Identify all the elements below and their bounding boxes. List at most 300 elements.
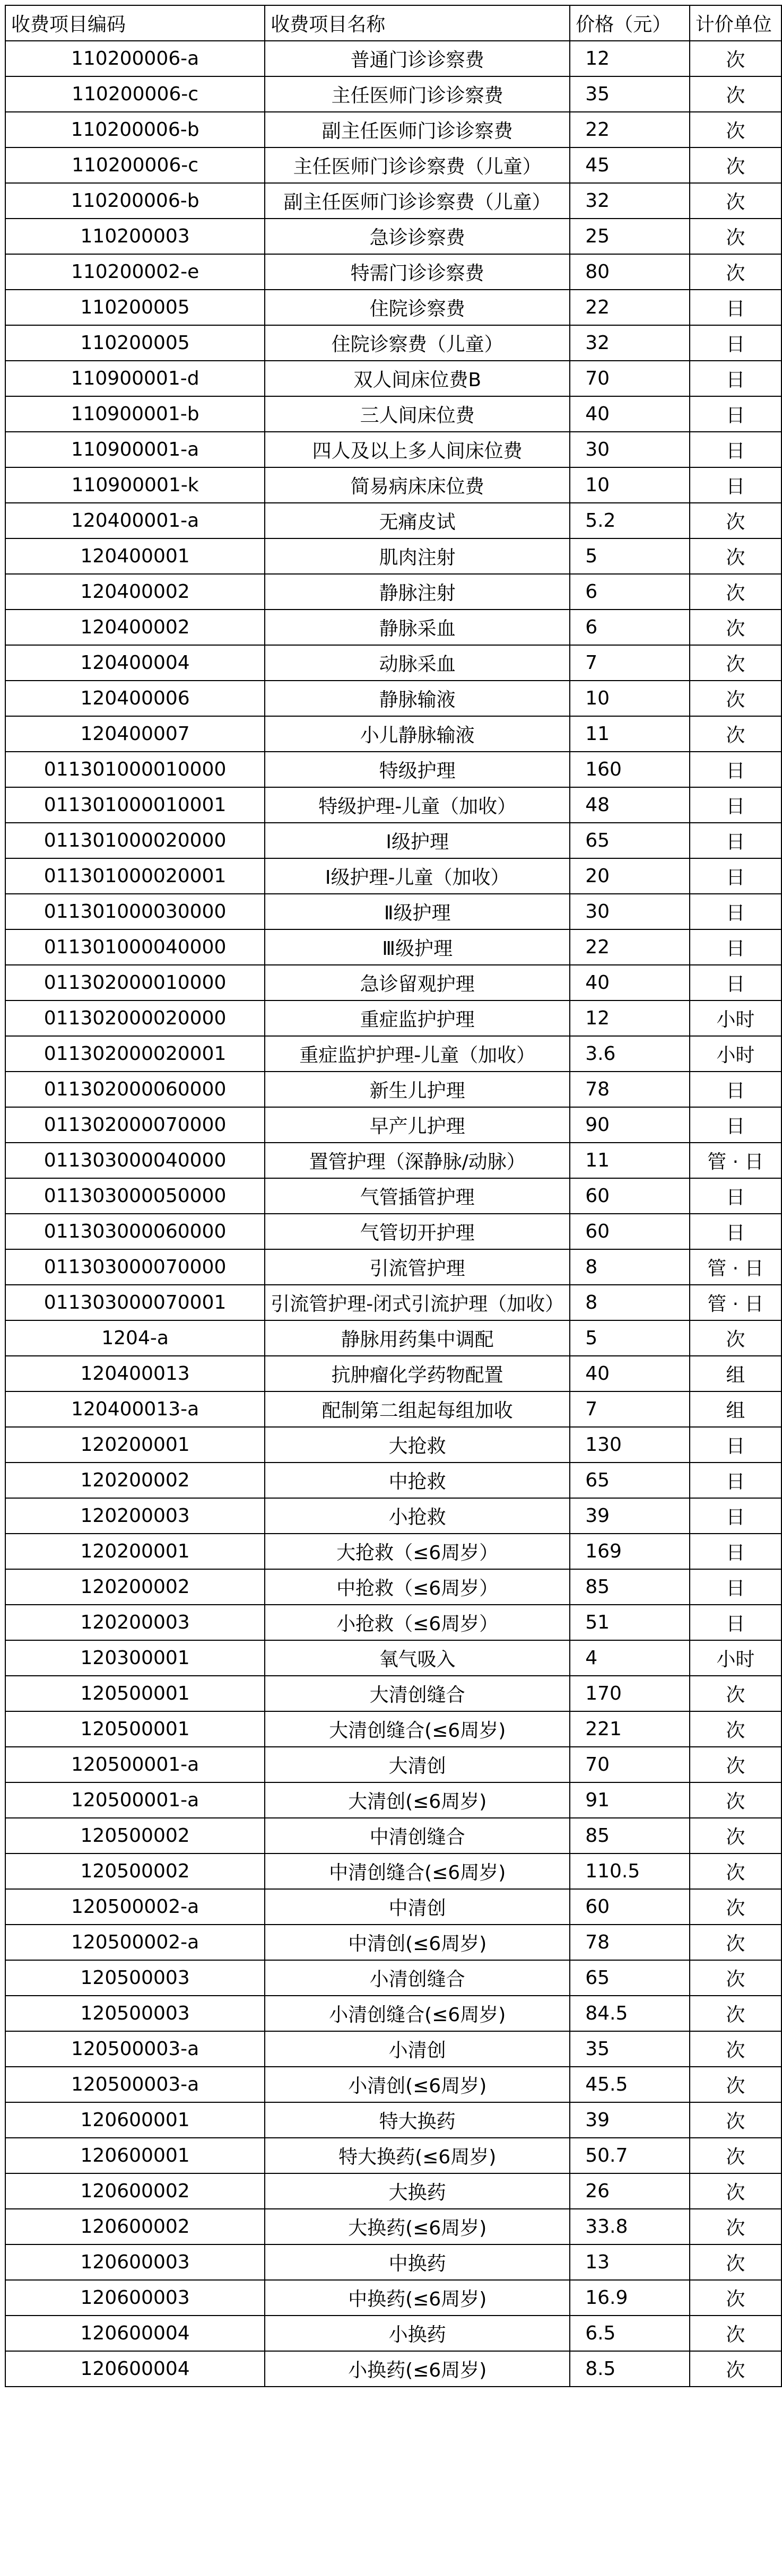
cell-price: 22 — [570, 290, 690, 325]
cell-name: 特级护理-儿童（加收） — [265, 787, 570, 823]
cell-name: 小换药 — [265, 2316, 570, 2351]
table-row — [5, 2244, 781, 2280]
cell-code: 120500001-a — [5, 1782, 265, 1818]
cell-code: 120400002 — [5, 574, 265, 610]
cell-name: 大清创(≤6周岁) — [265, 1782, 570, 1818]
cell-price: 90 — [570, 1107, 690, 1143]
cell-name: 中换药 — [265, 2244, 570, 2280]
cell-name: 氧气吸入 — [265, 1640, 570, 1676]
cell-price: 13 — [570, 2244, 690, 2280]
cell-price: 40 — [570, 965, 690, 1000]
cell-code: 1204-a — [5, 1320, 265, 1356]
cell-name: 大清创缝合(≤6周岁) — [265, 1711, 570, 1747]
cell-unit: 次 — [690, 610, 781, 645]
cell-unit: 次 — [690, 2244, 781, 2280]
cell-price: 130 — [570, 1427, 690, 1463]
cell-name: 引流管护理-闭式引流护理（加收） — [265, 1285, 570, 1320]
cell-code: 120600001 — [5, 2102, 265, 2138]
cell-name: 静脉注射 — [265, 574, 570, 610]
cell-unit: 次 — [690, 254, 781, 290]
table-row — [5, 361, 781, 396]
table-row — [5, 2351, 781, 2387]
cell-unit: 日 — [690, 752, 781, 787]
cell-price: 3.6 — [570, 1036, 690, 1072]
cell-name: 重症监护护理 — [265, 1000, 570, 1036]
cell-code: 120500002-a — [5, 1925, 265, 1960]
table-row — [5, 183, 781, 219]
cell-name: 大清创 — [265, 1747, 570, 1782]
table-row — [5, 1747, 781, 1782]
cell-unit: 次 — [690, 1747, 781, 1782]
cell-code: 120200002 — [5, 1463, 265, 1498]
table-row — [5, 1569, 781, 1605]
cell-unit: 次 — [690, 1853, 781, 1889]
table-row — [5, 2209, 781, 2244]
cell-price: 51 — [570, 1605, 690, 1640]
cell-name: 主任医师门诊诊察费（儿童） — [265, 147, 570, 183]
cell-code: 011303000050000 — [5, 1178, 265, 1214]
cell-price: 85 — [570, 1569, 690, 1605]
cell-code: 011302000010000 — [5, 965, 265, 1000]
cell-unit: 日 — [690, 1605, 781, 1640]
cell-code: 110900001-d — [5, 361, 265, 396]
table-row — [5, 1996, 781, 2031]
cell-name: 特需门诊诊察费 — [265, 254, 570, 290]
cell-unit: 日 — [690, 1498, 781, 1534]
cell-code: 011301000010001 — [5, 787, 265, 823]
cell-price: 8.5 — [570, 2351, 690, 2387]
cell-name: 肌肉注射 — [265, 538, 570, 574]
cell-unit: 管 · 日 — [690, 1285, 781, 1320]
cell-unit: 管 · 日 — [690, 1249, 781, 1285]
cell-price: 8 — [570, 1285, 690, 1320]
cell-code: 120200003 — [5, 1498, 265, 1534]
table-row — [5, 467, 781, 503]
cell-price: 4 — [570, 1640, 690, 1676]
cell-code: 120600004 — [5, 2351, 265, 2387]
cell-name: 简易病床床位费 — [265, 467, 570, 503]
cell-unit: 小时 — [690, 1640, 781, 1676]
cell-price: 26 — [570, 2173, 690, 2209]
cell-price: 12 — [570, 1000, 690, 1036]
cell-unit: 次 — [690, 1320, 781, 1356]
header-code: 收费项目编码 — [5, 5, 265, 41]
cell-unit: 日 — [690, 432, 781, 467]
cell-code: 110200005 — [5, 290, 265, 325]
table-row — [5, 1249, 781, 1285]
table-row — [5, 1960, 781, 1996]
cell-code: 120600004 — [5, 2316, 265, 2351]
cell-name: 静脉用药集中调配 — [265, 1320, 570, 1356]
cell-unit: 小时 — [690, 1036, 781, 1072]
cell-unit: 日 — [690, 361, 781, 396]
cell-unit: 次 — [690, 1925, 781, 1960]
cell-code: 120500001 — [5, 1676, 265, 1711]
cell-unit: 日 — [690, 467, 781, 503]
cell-unit: 日 — [690, 1463, 781, 1498]
cell-unit: 组 — [690, 1356, 781, 1391]
cell-price: 30 — [570, 894, 690, 929]
cell-code: 110200005 — [5, 325, 265, 361]
cell-code: 011301000030000 — [5, 894, 265, 929]
table-row — [5, 1143, 781, 1178]
cell-price: 35 — [570, 76, 690, 112]
table-row — [5, 2138, 781, 2173]
cell-unit: 日 — [690, 1534, 781, 1569]
cell-price: 16.9 — [570, 2280, 690, 2316]
header-price: 价格（元） — [570, 5, 690, 41]
cell-price: 5 — [570, 1320, 690, 1356]
cell-unit: 次 — [690, 2102, 781, 2138]
cell-price: 40 — [570, 1356, 690, 1391]
cell-price: 60 — [570, 1214, 690, 1249]
table-row — [5, 610, 781, 645]
cell-unit: 次 — [690, 1676, 781, 1711]
cell-name: 静脉采血 — [265, 610, 570, 645]
cell-code: 011302000060000 — [5, 1072, 265, 1107]
cell-price: 11 — [570, 716, 690, 752]
cell-price: 60 — [570, 1889, 690, 1925]
table-row — [5, 1391, 781, 1427]
table-row — [5, 1889, 781, 1925]
cell-name: 中清创缝合(≤6周岁) — [265, 1853, 570, 1889]
cell-unit: 次 — [690, 716, 781, 752]
table-row — [5, 965, 781, 1000]
cell-code: 120500003-a — [5, 2031, 265, 2067]
cell-code: 120200002 — [5, 1569, 265, 1605]
cell-price: 169 — [570, 1534, 690, 1569]
cell-unit: 次 — [690, 503, 781, 538]
cell-unit: 次 — [690, 1889, 781, 1925]
cell-name: 急诊诊察费 — [265, 219, 570, 254]
table-row — [5, 254, 781, 290]
cell-unit: 日 — [690, 823, 781, 858]
cell-code: 011303000040000 — [5, 1143, 265, 1178]
table-row — [5, 1676, 781, 1711]
cell-code: 120300001 — [5, 1640, 265, 1676]
cell-code: 120500003 — [5, 1960, 265, 1996]
cell-name: 特级护理 — [265, 752, 570, 787]
cell-unit: 日 — [690, 1178, 781, 1214]
cell-unit: 日 — [690, 787, 781, 823]
cell-name: 新生儿护理 — [265, 1072, 570, 1107]
cell-name: 小清创缝合 — [265, 1960, 570, 1996]
cell-unit: 次 — [690, 538, 781, 574]
cell-name: 引流管护理 — [265, 1249, 570, 1285]
table-row — [5, 1427, 781, 1463]
cell-name: 静脉输液 — [265, 681, 570, 716]
cell-code: 120600002 — [5, 2209, 265, 2244]
cell-unit: 日 — [690, 965, 781, 1000]
cell-price: 60 — [570, 1178, 690, 1214]
table-row — [5, 645, 781, 681]
cell-code: 011301000020001 — [5, 858, 265, 894]
cell-code: 120400007 — [5, 716, 265, 752]
cell-unit: 次 — [690, 41, 781, 76]
fee-table — [5, 5, 782, 2387]
cell-price: 20 — [570, 858, 690, 894]
cell-code: 011301000040000 — [5, 929, 265, 965]
cell-price: 8 — [570, 1249, 690, 1285]
cell-price: 7 — [570, 1391, 690, 1427]
cell-price: 11 — [570, 1143, 690, 1178]
cell-price: 12 — [570, 41, 690, 76]
cell-name: 大换药 — [265, 2173, 570, 2209]
cell-price: 45.5 — [570, 2067, 690, 2102]
cell-price: 78 — [570, 1925, 690, 1960]
cell-code: 011303000070001 — [5, 1285, 265, 1320]
cell-price: 10 — [570, 467, 690, 503]
cell-name: 中清创 — [265, 1889, 570, 1925]
cell-code: 011303000060000 — [5, 1214, 265, 1249]
cell-price: 5.2 — [570, 503, 690, 538]
cell-code: 120600001 — [5, 2138, 265, 2173]
cell-code: 120500001-a — [5, 1747, 265, 1782]
cell-price: 33.8 — [570, 2209, 690, 2244]
table-row — [5, 147, 781, 183]
cell-code: 120200001 — [5, 1534, 265, 1569]
cell-name: 配制第二组起每组加收 — [265, 1391, 570, 1427]
cell-code: 110200002-e — [5, 254, 265, 290]
table-row — [5, 752, 781, 787]
cell-price: 32 — [570, 183, 690, 219]
cell-name: 小清创缝合(≤6周岁) — [265, 1996, 570, 2031]
cell-unit: 日 — [690, 325, 781, 361]
cell-unit: 日 — [690, 1427, 781, 1463]
cell-name: 小换药(≤6周岁) — [265, 2351, 570, 2387]
cell-name: 抗肿瘤化学药物配置 — [265, 1356, 570, 1391]
cell-unit: 日 — [690, 1072, 781, 1107]
table-row — [5, 1320, 781, 1356]
cell-code: 120200003 — [5, 1605, 265, 1640]
table-row — [5, 1711, 781, 1747]
cell-unit: 次 — [690, 219, 781, 254]
cell-unit: 小时 — [690, 1000, 781, 1036]
cell-unit: 次 — [690, 2351, 781, 2387]
cell-name: 三人间床位费 — [265, 396, 570, 432]
table-row — [5, 112, 781, 147]
cell-price: 22 — [570, 112, 690, 147]
table-row — [5, 2316, 781, 2351]
cell-price: 6 — [570, 574, 690, 610]
cell-code: 120500002-a — [5, 1889, 265, 1925]
cell-price: 30 — [570, 432, 690, 467]
table-row — [5, 1285, 781, 1320]
table-row — [5, 2031, 781, 2067]
cell-name: 副主任医师门诊诊察费 — [265, 112, 570, 147]
cell-price: 65 — [570, 1463, 690, 1498]
cell-price: 78 — [570, 1072, 690, 1107]
cell-price: 48 — [570, 787, 690, 823]
cell-name: 主任医师门诊诊察费 — [265, 76, 570, 112]
table-row — [5, 503, 781, 538]
cell-price: 39 — [570, 2102, 690, 2138]
cell-price: 39 — [570, 1498, 690, 1534]
cell-code: 110200003 — [5, 219, 265, 254]
cell-name: 特大换药(≤6周岁) — [265, 2138, 570, 2173]
cell-unit: 次 — [690, 76, 781, 112]
cell-code: 120600003 — [5, 2244, 265, 2280]
cell-unit: 次 — [690, 645, 781, 681]
cell-name: 中抢救 — [265, 1463, 570, 1498]
cell-name: 中换药(≤6周岁) — [265, 2280, 570, 2316]
cell-name: 急诊留观护理 — [265, 965, 570, 1000]
cell-price: 91 — [570, 1782, 690, 1818]
cell-code: 011302000020000 — [5, 1000, 265, 1036]
cell-name: 小抢救（≤6周岁） — [265, 1605, 570, 1640]
cell-unit: 次 — [690, 2316, 781, 2351]
table-row — [5, 219, 781, 254]
cell-unit: 次 — [690, 2280, 781, 2316]
table-row — [5, 929, 781, 965]
table-row — [5, 1214, 781, 1249]
cell-price: 80 — [570, 254, 690, 290]
cell-name: 动脉采血 — [265, 645, 570, 681]
cell-code: 110200006-c — [5, 147, 265, 183]
cell-code: 120500002 — [5, 1853, 265, 1889]
table-row — [5, 1178, 781, 1214]
cell-name: 无痛皮试 — [265, 503, 570, 538]
cell-name: 小清创 — [265, 2031, 570, 2067]
cell-unit: 组 — [690, 1391, 781, 1427]
cell-code: 120600003 — [5, 2280, 265, 2316]
cell-name: 普通门诊诊察费 — [265, 41, 570, 76]
cell-price: 35 — [570, 2031, 690, 2067]
table-row — [5, 1000, 781, 1036]
table-row — [5, 325, 781, 361]
cell-unit: 日 — [690, 858, 781, 894]
cell-price: 7 — [570, 645, 690, 681]
cell-unit: 次 — [690, 1960, 781, 1996]
cell-name: 中清创缝合 — [265, 1818, 570, 1853]
cell-price: 5 — [570, 538, 690, 574]
table-row — [5, 858, 781, 894]
header-name: 收费项目名称 — [265, 5, 570, 41]
cell-code: 011302000020001 — [5, 1036, 265, 1072]
cell-price: 25 — [570, 219, 690, 254]
cell-unit: 日 — [690, 1107, 781, 1143]
cell-price: 110.5 — [570, 1853, 690, 1889]
cell-unit: 管 · 日 — [690, 1143, 781, 1178]
table-row — [5, 1853, 781, 1889]
cell-unit: 次 — [690, 1996, 781, 2031]
cell-name: 重症监护护理-儿童（加收） — [265, 1036, 570, 1072]
cell-name: 大清创缝合 — [265, 1676, 570, 1711]
table-row — [5, 1072, 781, 1107]
table-row — [5, 290, 781, 325]
table-row — [5, 1605, 781, 1640]
cell-code: 110200006-c — [5, 76, 265, 112]
table-row — [5, 41, 781, 76]
cell-unit: 次 — [690, 574, 781, 610]
cell-code: 011302000070000 — [5, 1107, 265, 1143]
cell-unit: 日 — [690, 1214, 781, 1249]
table-row — [5, 1463, 781, 1498]
table-row — [5, 1782, 781, 1818]
cell-code: 120400001-a — [5, 503, 265, 538]
cell-code: 120400006 — [5, 681, 265, 716]
cell-name: 特大换药 — [265, 2102, 570, 2138]
cell-price: 45 — [570, 147, 690, 183]
cell-code: 120400001 — [5, 538, 265, 574]
cell-name: 小儿静脉输液 — [265, 716, 570, 752]
cell-price: 22 — [570, 929, 690, 965]
table-row — [5, 396, 781, 432]
cell-name: 早产儿护理 — [265, 1107, 570, 1143]
cell-code: 110200006-b — [5, 183, 265, 219]
cell-price: 70 — [570, 361, 690, 396]
cell-code: 120500002 — [5, 1818, 265, 1853]
table-row — [5, 1818, 781, 1853]
cell-unit: 次 — [690, 2138, 781, 2173]
table-row — [5, 1534, 781, 1569]
cell-price: 65 — [570, 1960, 690, 1996]
cell-price: 6.5 — [570, 2316, 690, 2351]
table-row — [5, 2067, 781, 2102]
cell-code: 011303000070000 — [5, 1249, 265, 1285]
cell-unit: 次 — [690, 681, 781, 716]
cell-name: 气管切开护理 — [265, 1214, 570, 1249]
cell-code: 011301000010000 — [5, 752, 265, 787]
cell-name: 中清创(≤6周岁) — [265, 1925, 570, 1960]
cell-name: 中抢救（≤6周岁） — [265, 1569, 570, 1605]
cell-unit: 次 — [690, 2031, 781, 2067]
cell-name: 住院诊察费（儿童） — [265, 325, 570, 361]
cell-name: 气管插管护理 — [265, 1178, 570, 1214]
cell-name: Ⅰ级护理-儿童（加收） — [265, 858, 570, 894]
cell-code: 120400013 — [5, 1356, 265, 1391]
cell-name: 副主任医师门诊诊察费（儿童） — [265, 183, 570, 219]
table-row — [5, 716, 781, 752]
cell-code: 120500003 — [5, 1996, 265, 2031]
table-row — [5, 538, 781, 574]
cell-price: 221 — [570, 1711, 690, 1747]
cell-code: 110900001-b — [5, 396, 265, 432]
cell-price: 50.7 — [570, 2138, 690, 2173]
cell-price: 85 — [570, 1818, 690, 1853]
cell-code: 110200006-b — [5, 112, 265, 147]
cell-code: 120500001 — [5, 1711, 265, 1747]
table-row — [5, 432, 781, 467]
cell-name: Ⅱ级护理 — [265, 894, 570, 929]
cell-unit: 次 — [690, 112, 781, 147]
cell-unit: 次 — [690, 2209, 781, 2244]
cell-unit: 次 — [690, 183, 781, 219]
cell-price: 65 — [570, 823, 690, 858]
cell-unit: 次 — [690, 2173, 781, 2209]
cell-name: 双人间床位费B — [265, 361, 570, 396]
cell-name: 住院诊察费 — [265, 290, 570, 325]
cell-price: 6 — [570, 610, 690, 645]
header-unit: 计价单位 — [690, 5, 781, 41]
cell-price: 10 — [570, 681, 690, 716]
cell-unit: 次 — [690, 2067, 781, 2102]
table-row — [5, 1925, 781, 1960]
table-row — [5, 1107, 781, 1143]
table-row — [5, 894, 781, 929]
table-body — [5, 41, 781, 2387]
table-row — [5, 787, 781, 823]
cell-name: Ⅰ级护理 — [265, 823, 570, 858]
cell-name: 大换药(≤6周岁) — [265, 2209, 570, 2244]
table-row — [5, 2173, 781, 2209]
cell-unit: 日 — [690, 894, 781, 929]
table-row — [5, 1498, 781, 1534]
cell-price: 170 — [570, 1676, 690, 1711]
cell-name: 小抢救 — [265, 1498, 570, 1534]
table-row — [5, 1356, 781, 1391]
cell-unit: 次 — [690, 147, 781, 183]
